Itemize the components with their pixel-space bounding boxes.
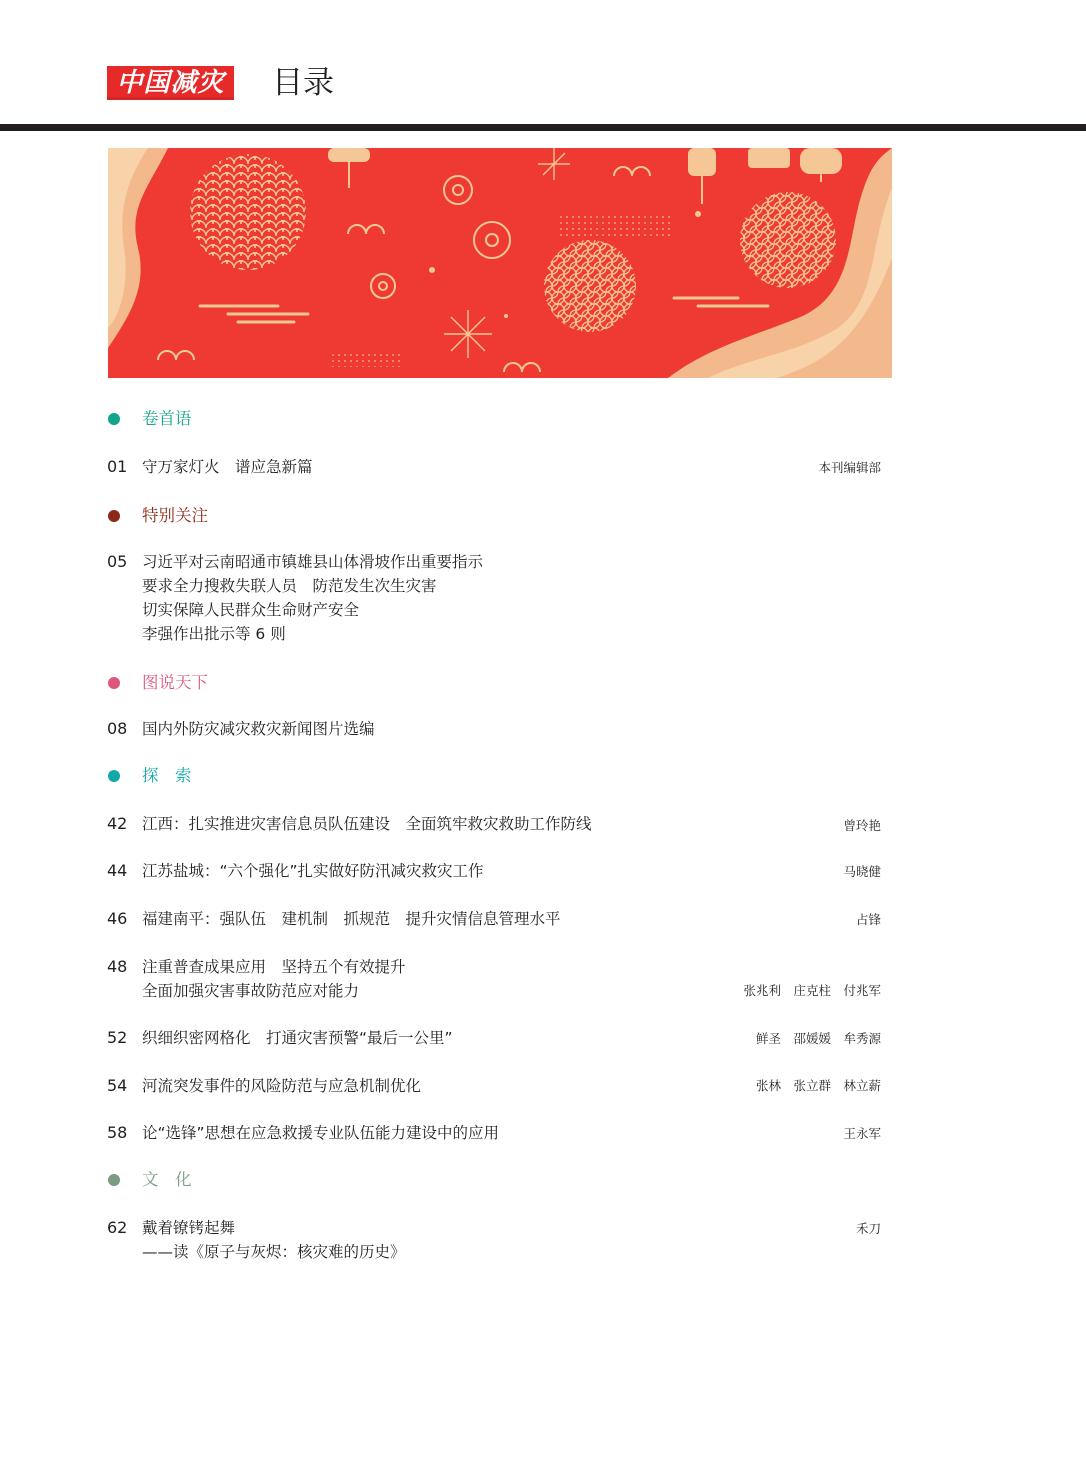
section-header-tushuo-tianxia	[108, 671, 208, 695]
article-title: 江苏盐城：“六个强化”扎实做好防汛减灾救灾工作	[142, 862, 484, 880]
article-author: 禾刀	[855, 1221, 881, 1236]
page-number: 48	[107, 957, 128, 976]
page-number: 05	[107, 552, 128, 571]
article-author: 鲜圣 邵媛媛 牟秀源	[755, 1031, 881, 1046]
article-title: 福建南平：强队伍 建机制 抓规范 提升灾情信息管理水平	[142, 910, 561, 928]
article-author: 张林 张立群 林立薪	[755, 1078, 881, 1093]
section-bullet-dot	[108, 510, 120, 522]
article-subtitle: ——读《原子与灰烬：核灾难的历史》	[142, 1243, 406, 1261]
article-author: 马晓健	[843, 864, 881, 879]
section-header-wenhua	[108, 1168, 192, 1192]
article-author: 张兆利 庄克柱 付兆军	[743, 983, 881, 998]
section-header-tebie-guanzhu	[108, 504, 208, 528]
page-number: 54	[107, 1076, 128, 1095]
section-label: 探 索	[142, 766, 192, 785]
header-divider	[0, 124, 1086, 131]
article-author: 王永军	[843, 1126, 881, 1141]
article-title: 戴着镣铐起舞	[142, 1219, 236, 1237]
article-title: 织细织密网格化 打通灾害预警“最后一公里”	[142, 1029, 453, 1047]
section-label: 文 化	[142, 1170, 192, 1189]
article-title-line: 全面加强灾害事故防范应对能力	[142, 982, 360, 1000]
page-number: 52	[107, 1028, 128, 1047]
festive-banner-image	[108, 148, 892, 378]
page-number: 08	[107, 719, 128, 738]
article-title-line: 要求全力搜救失联人员 防范发生次生灾害	[142, 577, 437, 595]
section-bullet-dot	[108, 770, 120, 782]
section-label: 特别关注	[142, 506, 208, 525]
article-title: 国内外防灾减灾救灾新闻图片选编	[142, 720, 375, 738]
page-title: 目录	[272, 65, 334, 101]
section-bullet-dot	[108, 413, 120, 425]
page-number: 01	[107, 457, 128, 476]
page-number: 62	[107, 1218, 128, 1237]
article-title: 河流突发事件的风险防范与应急机制优化	[142, 1077, 422, 1095]
page-number: 58	[107, 1123, 128, 1142]
article-author: 曾玲艳	[843, 818, 881, 833]
article-author: 本刊编辑部	[818, 460, 881, 475]
article-title-line: 切实保障人民群众生命财产安全	[142, 601, 360, 619]
article-author: 占锋	[855, 912, 881, 927]
article-title: 论“选锋”思想在应急救援专业队伍能力建设中的应用	[142, 1124, 500, 1142]
article-title: 江西：扎实推进灾害信息员队伍建设 全面筑牢救灾救助工作防线	[142, 815, 592, 833]
section-header-tansuo	[108, 764, 192, 788]
article-title: 注重普查成果应用 坚持五个有效提升	[142, 958, 406, 976]
section-header-juanshouyu	[108, 407, 192, 431]
page-number: 44	[107, 861, 128, 880]
article-title-line: 李强作出批示等 6 则	[142, 625, 286, 643]
section-label: 图说天下	[142, 673, 208, 692]
section-bullet-dot	[108, 677, 120, 689]
section-bullet-dot	[108, 1174, 120, 1186]
article-title: 守万家灯火 谱应急新篇	[142, 458, 313, 476]
magazine-logo: 中国减灾	[107, 66, 234, 100]
page-number: 46	[107, 909, 128, 928]
article-title: 习近平对云南昭通市镇雄县山体滑坡作出重要指示	[142, 553, 484, 571]
section-label: 卷首语	[142, 409, 192, 428]
page-number: 42	[107, 814, 128, 833]
